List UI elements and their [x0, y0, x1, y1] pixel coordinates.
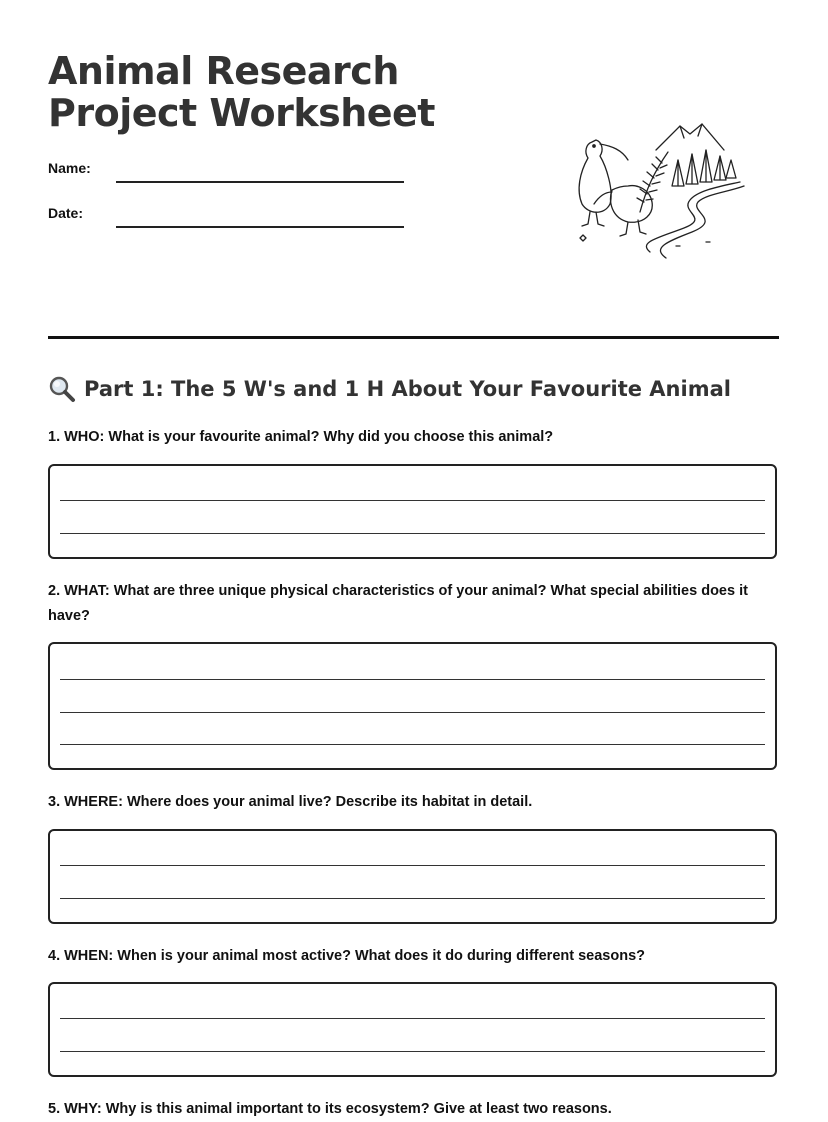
answer-line: [60, 865, 765, 866]
answer-line: [60, 744, 765, 745]
question-4: 4. WHEN: When is your animal most active? What does it do during different seasons?: [48, 948, 645, 964]
answer-box-1[interactable]: [48, 464, 777, 559]
answer-box-3[interactable]: [48, 829, 777, 924]
answer-line: [60, 1051, 765, 1052]
answer-line: [60, 898, 765, 899]
answer-box-2[interactable]: [48, 642, 777, 770]
part1-heading: [48, 372, 731, 406]
date-field[interactable]: [116, 226, 404, 228]
question-5: 5. WHY: Why is this animal important to its ecosystem? Give at least two reasons.: [48, 1101, 612, 1117]
part1-heading-text: Part 1: The 5 W's and 1 H About Your Favourite Animal: [84, 377, 731, 401]
answer-line: [60, 533, 765, 534]
magnifying-glass-icon: [48, 375, 76, 403]
answer-line: [60, 500, 765, 501]
worksheet-title: Animal Research Project Worksheet: [48, 49, 435, 135]
answer-line: [60, 679, 765, 680]
question-1: 1. WHO: What is your favourite animal? Why did you choose this animal?: [48, 429, 554, 445]
answer-box-4[interactable]: [48, 982, 777, 1077]
kiwi-bird-landscape-illustration: [572, 120, 748, 262]
name-field[interactable]: [116, 181, 404, 183]
answer-line: [60, 1018, 765, 1019]
section-divider: [48, 336, 779, 339]
date-label: Date:: [48, 205, 84, 221]
name-label: Name:: [48, 160, 91, 176]
question-2: 2. WHAT: What are three unique physical characteristics of your animal? What special abilities does it have?: [48, 583, 748, 624]
question-3: 3. WHERE: Where does your animal live? Describe its habitat in detail.: [48, 794, 533, 810]
answer-line: [60, 712, 765, 713]
